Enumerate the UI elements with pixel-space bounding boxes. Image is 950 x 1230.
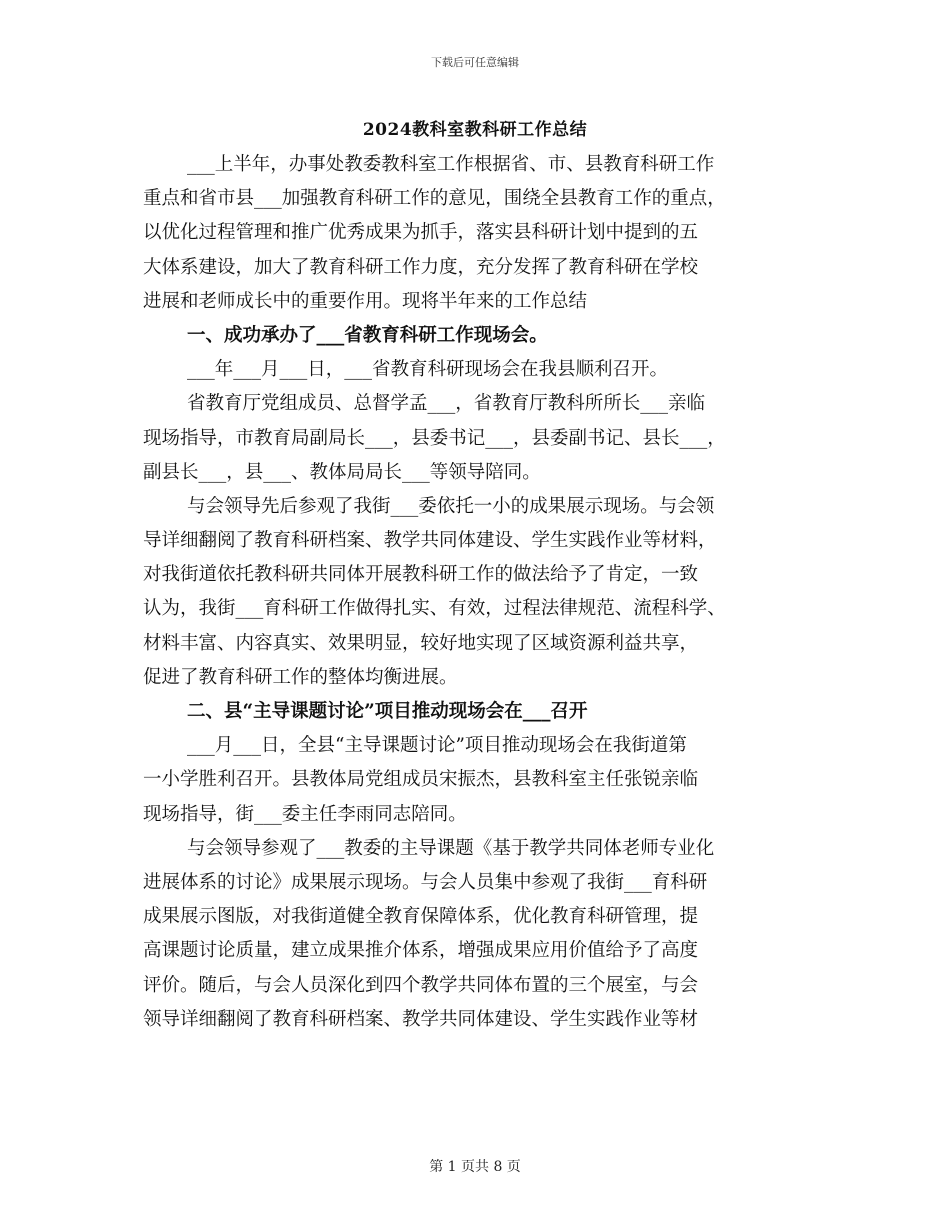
paragraph-line: ___年___月___日，___省教育科研现场会在我县顺利召开。 (187, 359, 669, 381)
paragraph-line: 副县长___，县___、教体局局长___等领导陪同。 (143, 461, 541, 483)
section-heading-1: 一、成功承办了___省教育科研工作现场会。 (187, 324, 548, 346)
paragraph-line: 省教育厅党组成员、总督学孟___，省教育厅教科所所长___亲临 (187, 393, 706, 415)
paragraph-line: 现场指导，市教育局副局长___，县委书记___，县委副书记、县长___， (143, 427, 726, 449)
document-body (143, 148, 818, 1037)
paragraph-line: 成果展示图版，对我街道健全教育保障体系，优化教育科研管理，提 (143, 906, 699, 928)
paragraph-line: 对我街道依托教科研共同体开展教科研工作的做法给予了肯定，一致 (143, 564, 699, 586)
paragraph-line: 进展体系的讨论》成果展示现场。与会人员集中参观了我街___育科研 (143, 871, 708, 893)
paragraph-line: 与会领导先后参观了我街___委依托一小的成果展示现场。与会领 (187, 495, 715, 517)
paragraph-line: 进展和老师成长中的重要作用。现将半年来的工作总结 (143, 290, 588, 312)
paragraph-line: 高课题讨论质量，建立成果推介体系，增强成果应用价值给予了高度 (143, 940, 699, 962)
page-header-note: 下载后可任意编辑 (431, 56, 519, 69)
paragraph-line: 材料丰富、内容真实、效果明显，较好地实现了区域资源利益共享， (143, 632, 699, 654)
paragraph-line: 领导详细翻阅了教育科研档案、教学共同体建设、学生实践作业等材 (143, 1008, 699, 1030)
paragraph-line: 促进了教育科研工作的整体均衡进展。 (143, 666, 458, 688)
paragraph-line: ___月___日，全县“主导课题讨论”项目推动现场会在我街道第 (187, 735, 687, 757)
document-title: 2024教科室教科研工作总结 (362, 120, 588, 140)
paragraph-line: 评价。随后，与会人员深化到四个教学共同体布置的三个展室，与会 (143, 974, 699, 996)
paragraph-line: 认为，我街___育科研工作做得扎实、有效，过程法律规范、流程科学、 (143, 598, 726, 620)
paragraph-line: 现场指导，街___委主任李雨同志陪同。 (143, 803, 467, 825)
page-footer-number: 第 1 页共 8 页 (429, 1159, 521, 1175)
paragraph-line: 重点和省市县___加强教育科研工作的意见，围绕全县教育工作的重点， (143, 188, 726, 210)
paragraph-line: 一小学胜利召开。县教体局党组成员宋振杰，县教科室主任张锐亲临 (143, 769, 699, 791)
paragraph-line: 导详细翻阅了教育科研档案、教学共同体建设、学生实践作业等材料， (143, 530, 717, 552)
paragraph-line: ___上半年，办事处教委教科室工作根据省、市、县教育科研工作 (187, 154, 715, 175)
paragraph-line: 以优化过程管理和推广优秀成果为抓手，落实县科研计划中提到的五 (143, 222, 699, 244)
paragraph-line: 与会领导参观了___教委的主导课题《基于教学共同体老师专业化 (187, 837, 715, 859)
paragraph-line: 大体系建设，加大了教育科研工作力度，充分发挥了教育科研在学校 (143, 256, 699, 278)
section-heading-2: 二、县“主导课题讨论”项目推动现场会在___召开 (187, 701, 588, 722)
